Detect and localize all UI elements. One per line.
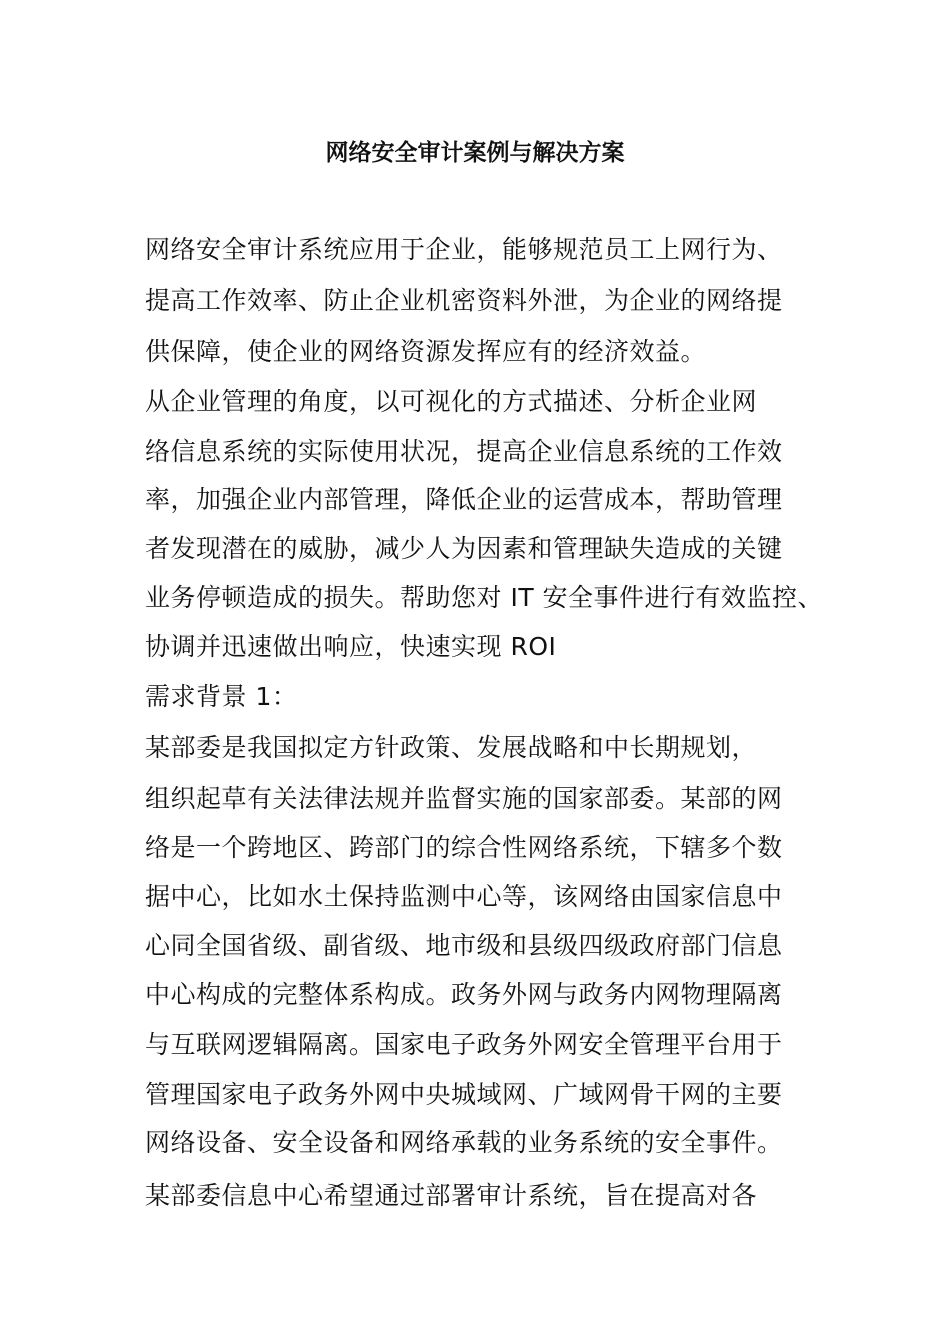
document-title: 网络安全审计案例与解决方案	[325, 139, 625, 166]
paragraph-line-7: 者发现潜在的威胁，减少人为因素和管理缺失造成的关键	[145, 534, 783, 563]
section-heading-requirement-1: 需求背景 1：	[145, 682, 298, 711]
paragraph-line-10: 某部委是我国拟定方针政策、发展战略和中长期规划，	[145, 733, 758, 762]
paragraph-line-17: 管理国家电子政务外网中央城域网、广域网骨干网的主要	[145, 1080, 783, 1109]
paragraph-line-15: 中心构成的完整体系构成。政务外网与政务内网物理隔离	[145, 980, 783, 1009]
paragraph-line-9: 协调并迅速做出响应，快速实现 ROI	[145, 632, 557, 661]
paragraph-line-13: 据中心，比如水土保持监测中心等，该网络由国家信息中	[145, 882, 783, 911]
paragraph-line-12: 络是一个跨地区、跨部门的综合性网络系统，下辖多个数	[145, 833, 783, 862]
paragraph-line-11: 组织起草有关法律法规并监督实施的国家部委。某部的网	[145, 784, 783, 813]
paragraph-line-1: 网络安全审计系统应用于企业，能够规范员工上网行为、	[145, 235, 783, 264]
paragraph-line-18: 网络设备、安全设备和网络承载的业务系统的安全事件。	[145, 1128, 783, 1157]
paragraph-line-6: 率，加强企业内部管理，降低企业的运营成本，帮助管理	[145, 485, 783, 514]
paragraph-line-5: 络信息系统的实际使用状况，提高企业信息系统的工作效	[145, 437, 783, 466]
paragraph-line-19: 某部委信息中心希望通过部署审计系统，旨在提高对各	[145, 1181, 758, 1210]
paragraph-line-2: 提高工作效率、防止企业机密资料外泄，为企业的网络提	[145, 286, 783, 315]
paragraph-line-16: 与互联网逻辑隔离。国家电子政务外网安全管理平台用于	[145, 1030, 783, 1059]
paragraph-line-14: 心同全国省级、副省级、地市级和县级四级政府部门信息	[145, 931, 783, 960]
paragraph-line-4: 从企业管理的角度，以可视化的方式描述、分析企业网	[145, 387, 758, 416]
paragraph-line-3: 供保障，使企业的网络资源发挥应有的经济效益。	[145, 337, 707, 366]
paragraph-line-8: 业务停顿造成的损失。帮助您对 IT 安全事件进行有效监控、	[145, 583, 824, 612]
